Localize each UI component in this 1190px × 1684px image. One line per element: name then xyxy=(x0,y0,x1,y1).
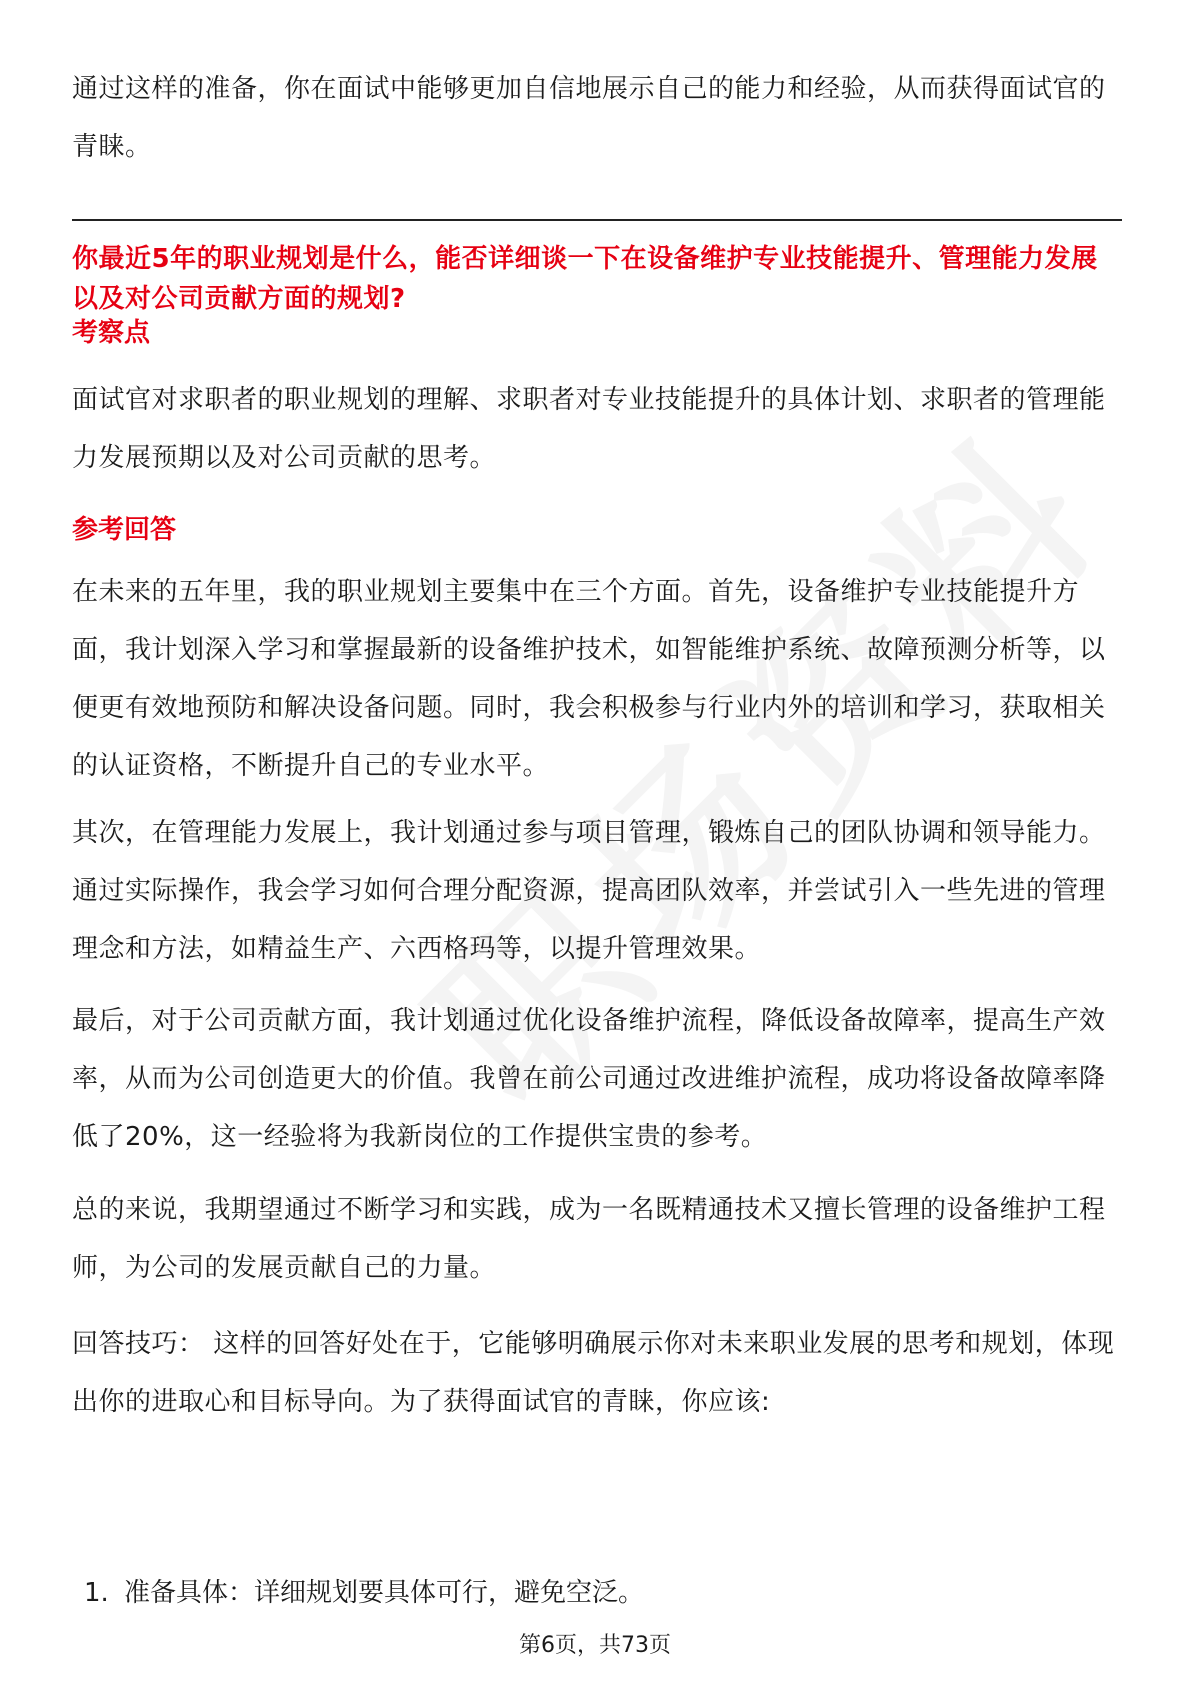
answer-paragraph-2: 其次，在管理能力发展上，我计划通过参与项目管理，锻炼自己的团队协调和领导能力。通过实际操作，我会学习如何合理分配资源，提高团队效率，并尝试引入一些先进的管理理念和方法，如精益生产、六西格玛等，以提升管理效果。 xyxy=(72,818,1106,964)
answer-paragraph-3: 最后，对于公司贡献方面，我计划通过优化设备维护流程，降低设备故障率，提高生产效率，从而为公司创造更大的价值。我曾在前公司通过改进维护流程，成功将设备故障率降低了20%，这一经验将为我新岗位的工作提供宝贵的参考。 xyxy=(72,1006,1106,1152)
focus-label: 考察点 xyxy=(72,318,151,348)
answer-paragraph-4: 总的来说，我期望通过不断学习和实践，成为一名既精通技术又擅长管理的设备维护工程师，为公司的发展贡献自己的力量。 xyxy=(72,1195,1106,1283)
page-number: 第6页，共73页 xyxy=(519,1633,671,1658)
section-divider xyxy=(72,219,1122,221)
answer-label: 参考回答 xyxy=(72,515,177,545)
list-item-text: 准备具体：详细规划要具体可行，避免空泛。 xyxy=(124,1578,645,1608)
list-item-number: 1. xyxy=(84,1578,109,1608)
tips-paragraph: 回答技巧： 这样的回答好处在于，它能够明确展示你对未来职业发展的思考和规划，体现出你的进取心和目标导向。为了获得面试官的青睐，你应该: xyxy=(72,1329,1115,1417)
question-heading: 你最近5年的职业规划是什么，能否详细谈一下在设备维护专业技能提升、管理能力发展以及对公司贡献方面的规划? xyxy=(72,244,1098,314)
intro-paragraph: 通过这样的准备，你在面试中能够更加自信地展示自己的能力和经验，从而获得面试官的青睐。 xyxy=(72,74,1106,162)
list-item xyxy=(84,1573,644,1613)
answer-paragraph-1: 在未来的五年里，我的职业规划主要集中在三个方面。首先，设备维护专业技能提升方面，我计划深入学习和掌握最新的设备维护技术，如智能维护系统、故障预测分析等，以便更有效地预防和解决设备问题。同时，我会积极参与行业内外的培训和学习，获取相关的认证资格，不断提升自己的专业水平。 xyxy=(72,577,1106,781)
focus-text: 面试官对求职者的职业规划的理解、求职者对专业技能提升的具体计划、求职者的管理能力发展预期以及对公司贡献的思考。 xyxy=(72,385,1106,473)
